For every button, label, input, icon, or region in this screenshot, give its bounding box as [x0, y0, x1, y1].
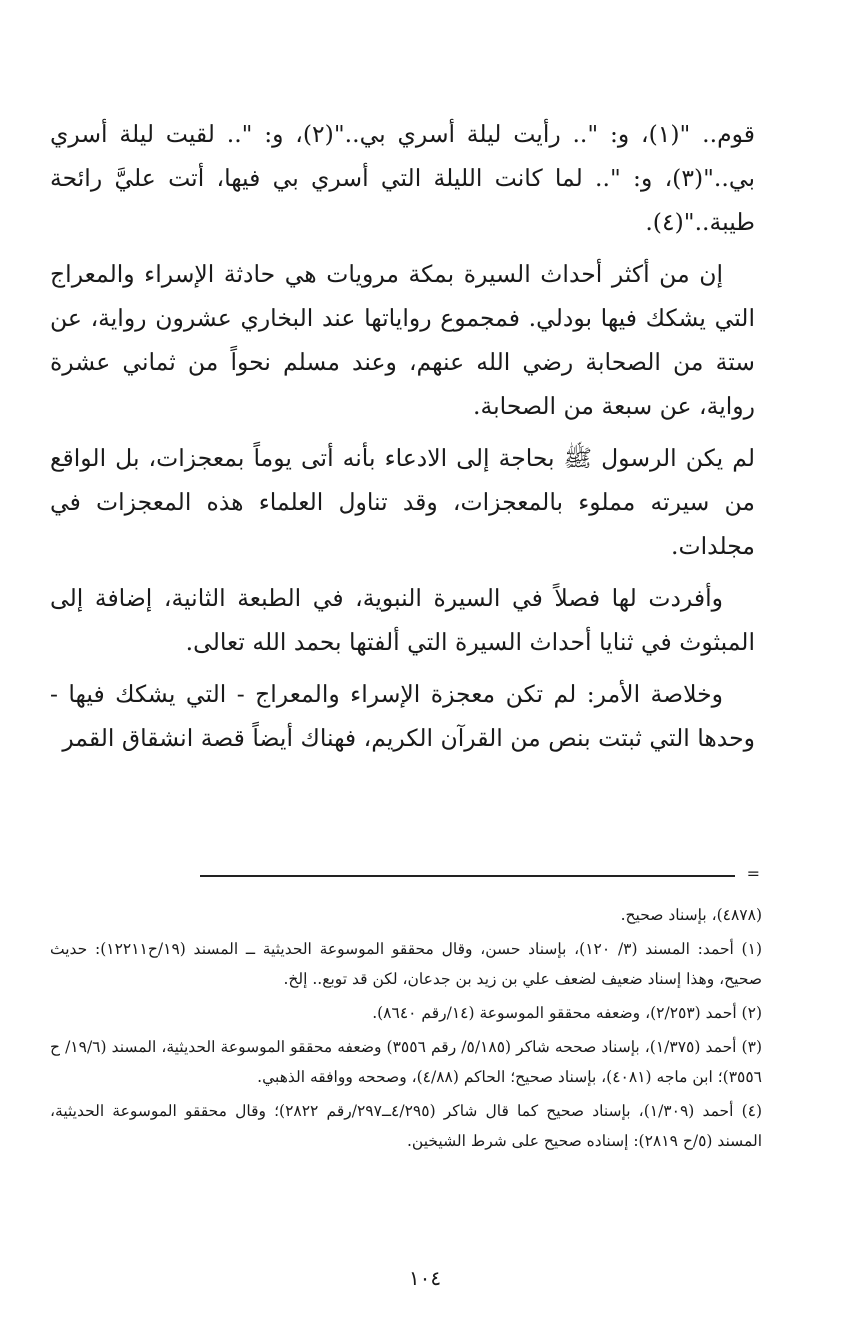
footnote-2: (٢) أحمد (٢/٢٥٣)، وضعفه محققو الموسوعة (١٤/رقم ٨٦٤٠).	[372, 1004, 762, 1022]
main-text	[50, 112, 755, 768]
separator-mark: =	[746, 864, 760, 883]
paragraph-2: إن من أكثر أحداث السيرة بمكة مرويات هي حادثة الإسراء والمعراج التي يشكك فيها بودلي. فمجموع رواياتها عند البخاري عشرون رواية، عن ستة من الصحابة رضي الله عنهم، وعند مسلم نحواً من ثماني عشرة رواية، عن سبعة من الصحابة.	[50, 260, 755, 420]
footnotes	[50, 900, 762, 1160]
separator-line	[200, 875, 735, 877]
footnote-1: (١) أحمد: المسند (٣/ ١٢٠)، بإسناد حسن، وقال محققو الموسوعة الحديثية ــ المسند (١٩/ح١٢٢١١): حديث صحيح، وهذا إسناد ضعيف لضعف علي بن زيد بن جدعان، لكن قد توبع.. إلخ.	[50, 940, 762, 988]
footnote-4: (٤) أحمد (١/٣٠٩)، بإسناد صحيح كما قال شاكر (٤/٢٩٥ــ٢٩٧/رقم ٢٨٢٢)؛ وقال محققو الموسوعة الحديثية، المسند (٥/ح ٢٨١٩): إسناده صحيح على شرط الشيخين.	[50, 1102, 763, 1150]
paragraph-4: وأفردت لها فصلاً في السيرة النبوية، في الطبعة الثانية، إضافة إلى المبثوث في ثنايا أحداث السيرة التي ألفتها بحمد الله تعالى.	[50, 584, 755, 656]
footnote-continuation: (٤٨٧٨)، بإسناد صحيح.	[620, 906, 762, 924]
footnote-separator	[200, 864, 760, 883]
paragraph-3: لم يكن الرسول ﷺ بحاجة إلى الادعاء بأنه أتى يوماً بمعجزات، بل الواقع من سيرته مملوء بالمعجزات، وقد تناول العلماء هذه المعجزات في مجلدات.	[50, 444, 755, 560]
paragraph-1: قوم.. "(١)، و: ".. رأيت ليلة أسري بي.."(٢)، و: ".. لقيت ليلة أسري بي.."(٣)، و: ".. لما كانت الليلة التي أسري بي فيها، أتت عليَّ رائحة طيبة.."(٤).	[50, 120, 755, 236]
paragraph-5: وخلاصة الأمر: لم تكن معجزة الإسراء والمعراج - التي يشكك فيها - وحدها التي ثبتت بنص من القرآن الكريم، فهناك أيضاً قصة انشقاق القمر	[50, 680, 755, 752]
page-number: ١٠٤	[408, 1266, 442, 1290]
footnote-3: (٣) أحمد (١/٣٧٥)، بإسناد صححه شاكر (٥/١٨٥/ رقم ٣٥٥٦) وضعفه محققو الموسوعة الحديثية، المسند (١٩/٦/ ح ٣٥٥٦)؛ ابن ماجه (٤٠٨١)، بإسناد صحيح؛ الحاكم (٤/٨٨)، وصححه ووافقه الذهبي.	[50, 1038, 762, 1086]
